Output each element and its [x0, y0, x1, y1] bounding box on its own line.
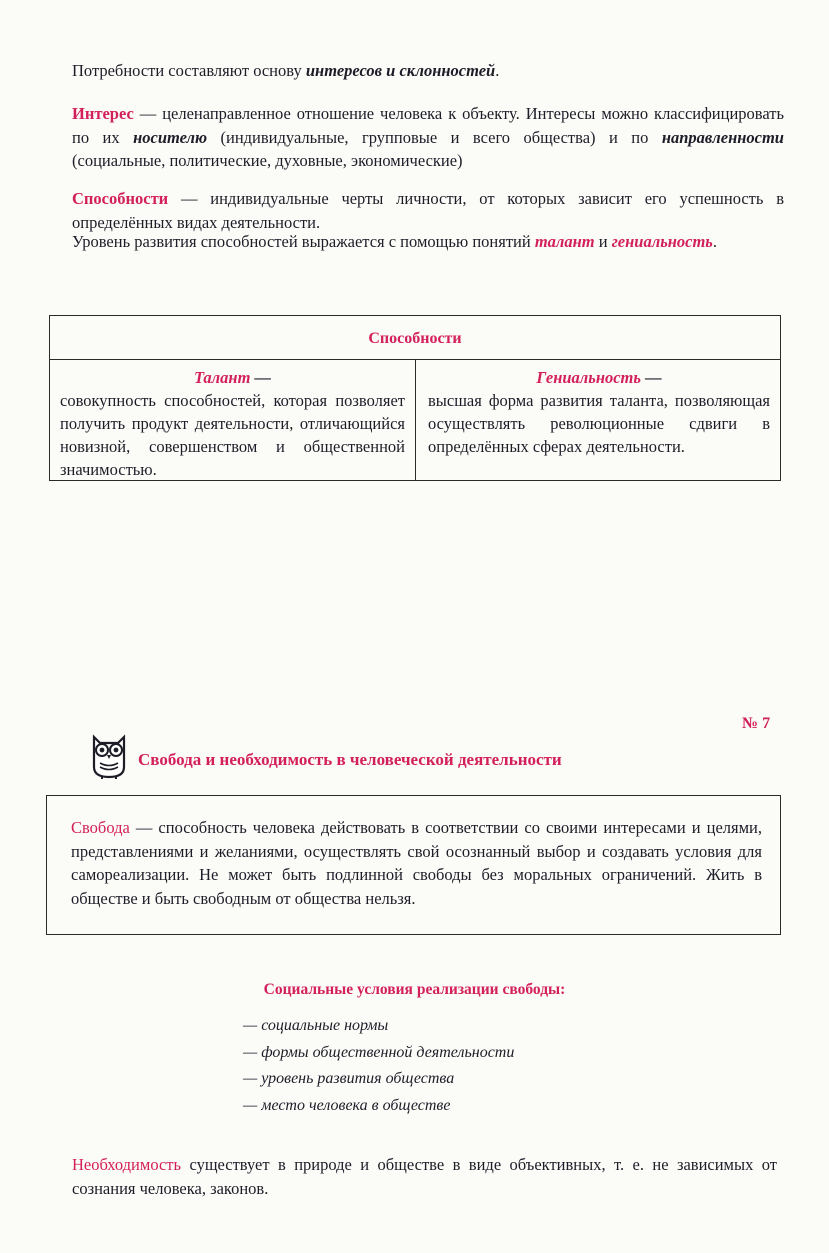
abilities-text: — индивидуальные черты личности, от которых зависит его успешность в определённых видах деятельности.	[72, 189, 784, 232]
talent-title	[60, 366, 405, 389]
talent-definition: совокупность способностей, которая позволяет получить продукт деятельности, отличающийся новизной, совершенством и общественной значимостью.	[60, 391, 405, 479]
para-needs	[72, 59, 784, 83]
list-item: — формы общественной деятельности	[243, 1043, 515, 1061]
level-and: и	[594, 232, 612, 251]
term-necessity: Необходимость	[72, 1155, 182, 1174]
talent-dash: —	[250, 368, 272, 387]
talent-title-text: Талант	[193, 368, 251, 387]
needs-text: Потребности составляют основу	[72, 61, 306, 80]
freedom-box	[46, 795, 781, 935]
table-header: Способности	[50, 316, 780, 360]
level-talent: талант	[534, 232, 595, 251]
necessity-text: существует в природе и обществе в виде объективных, т. е. не зависимых от сознания человека, законов.	[72, 1155, 777, 1198]
interest-italic-2: направленности	[661, 127, 784, 147]
conditions-title: Социальные условия реализации свободы:	[263, 981, 566, 998]
table-col-genius	[416, 360, 780, 480]
para-abilities	[72, 187, 784, 234]
needs-end: .	[495, 61, 500, 80]
genius-title-text: Гениальность	[536, 368, 641, 387]
para-level	[72, 230, 784, 254]
conditions-list	[243, 1013, 514, 1119]
term-freedom: Свобода	[71, 818, 130, 837]
genius-dash: —	[640, 368, 662, 387]
section-title: Свобода и необходимость в человеческой деятельности	[138, 750, 562, 769]
interest-italic-1: носителю	[133, 127, 208, 147]
list-item: — уровень развития общества	[243, 1070, 455, 1087]
freedom-text: — способность человека действовать в соответствии со своими интересами и целями, представлениями и желаниями, осуществлять свой осознанный выбор и создавать условия для самореализации. Не может быть подлинной свободы без моральных ограничений. Жить в обществе и быть свободным от общества нельзя.	[71, 818, 762, 908]
para-necessity	[72, 1153, 777, 1201]
interest-text-2: (индивидуальные, групповые и всего общества) и по	[207, 127, 662, 147]
level-end: .	[712, 232, 717, 251]
genius-title	[428, 366, 770, 389]
list-item: — социальные нормы	[243, 1017, 389, 1034]
section-number: № 7	[742, 715, 771, 732]
level-genius: гениальность	[611, 232, 713, 251]
needs-italic: интересов и склонностей	[305, 61, 496, 80]
table-col-talent	[50, 360, 416, 480]
interest-text-1: — целенаправленное отношение человека к объекту. Интересы можно классифицировать по их	[72, 104, 784, 147]
interest-text-3: (социальные, политические, духовные, экономические)	[72, 151, 463, 170]
term-abilities: Способности	[72, 189, 169, 208]
owl-icon	[90, 733, 128, 779]
abilities-table	[49, 315, 781, 481]
para-interest	[72, 102, 784, 173]
term-interest: Интерес	[72, 104, 134, 123]
list-item: — место человека в обществе	[243, 1096, 451, 1114]
level-text: Уровень развития способностей выражается с помощью понятий	[72, 232, 535, 251]
genius-definition: высшая форма развития таланта, позволяющая осуществлять революционные сдвиги в определённых сферах деятельности.	[428, 391, 770, 456]
